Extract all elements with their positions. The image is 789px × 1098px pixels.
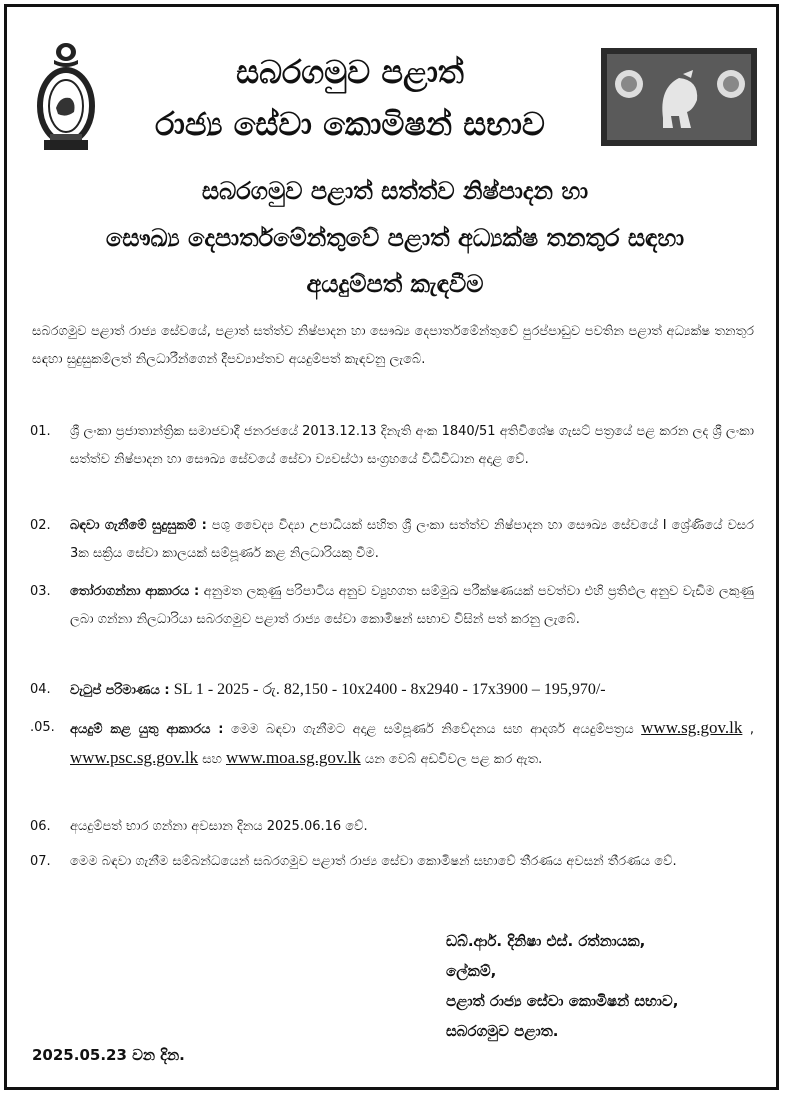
item-text: මෙම බඳවා ගැනීමට අදාළ සම්පූර්ණ නිවේදනය සහ ආදර්ශ අයදුම්පත්‍රය: [230, 722, 634, 737]
item-label: තෝරාගන්නා ආකාරය :: [70, 584, 200, 599]
item-text: ශ්‍රී ලංකා ප්‍රජාතාන්ත්‍රික සමාජවාදී ජනරජයේ 2013.12.13 දිනැති අංක 1840/51 අතිවිශේෂ ගැසට් පත්‍රයේ පළ කරන ලද ශ්‍රී ලංකා සත්ත්ව නිෂ්පාදන හා සෞඛ්‍ය සේවයේ සේවා ව්‍යවස්ථා සංග්‍රහයේ විධිවිධාන අදාළ වේ.: [70, 424, 754, 467]
link-separator: ,: [749, 722, 754, 737]
item-label: අයදුම් කළ යුතු ආකාරය :: [70, 722, 224, 737]
item-label: වැටුප් පරිමාණය :: [70, 683, 170, 698]
org-title-line2: රාජ්‍ය සේවා කොමිෂන් සභාව: [155, 105, 545, 143]
intro-paragraph: සබරගමුව පළාත් රාජ්‍ය සේවයේ, පළාත් සත්ත්ව නිෂ්පාදන හා සෞඛ්‍ය දෙපාර්තමේන්තුවේ පුරප්පාඩුව පවතින පළාත් අධ්‍යක්ෂ තනතුර සඳහා සුදුසුකම්ලත් නිලධාරීන්ගෙන් දීපව්‍යාප්තව අයදුම්පත් කැඳවනු ලැබේ.: [32, 324, 754, 367]
item-number: 04.: [30, 682, 51, 697]
salary-scale: SL 1 - 2025 - රු. 82,150 - 10x2400 - 8x2940 - 17x3900 – 195,970/-: [173, 681, 606, 698]
signature-province: සබරගමුව පළාත.: [446, 1022, 559, 1040]
national-emblem-icon: [36, 36, 96, 156]
item-label: බඳවා ගැනීමේ සුදුසුකම් :: [70, 518, 207, 533]
item-text: යන වෙබ් අඩවිවල පළ කර ඇත.: [364, 752, 543, 767]
signature-org: පළාත් රාජ්‍ය සේවා කොමිෂන් සභාව,: [446, 992, 679, 1010]
issue-date: 2025.05.23 වන දින.: [32, 1046, 185, 1064]
item-text: අයදුම්පත් භාර ගන්නා අවසාන දිනය 2025.06.16 වේ.: [70, 819, 368, 834]
item-text: මෙම බඳවා ගැනීම සම්බන්ධයෙන් සබරගමුව පළාත් රාජ්‍ය සේවා කොමිෂන් සභාවේ තීරණය අවසන් තීරණය වේ.: [70, 854, 677, 869]
item-number: 02.: [30, 518, 51, 533]
item-number: 03.: [30, 584, 51, 599]
link-separator: සහ: [202, 752, 222, 767]
item-number: 06.: [30, 819, 51, 834]
item-number: 07.: [30, 854, 51, 869]
headline-line2: සෞඛ්‍ය දෙපාර්තමේන්තුවේ පළාත් අධ්‍යක්ෂ තනතුර සඳහා: [105, 224, 685, 252]
headline-line1: සබරගමුව පළාත් සත්ත්ව නිෂ්පාදන හා: [201, 177, 589, 205]
headline-line3: අයදුම්පත් කැඳවීම: [306, 270, 484, 298]
provincial-flag-icon: [601, 48, 757, 146]
link-psc[interactable]: www.psc.sg.gov.lk: [70, 748, 199, 767]
signature-name: ඩබ්.ආර්. දිනිෂා එස්. රත්නායක,: [446, 932, 646, 950]
org-title-line1: සබරගමුව පළාත්: [236, 53, 464, 91]
item-text: පශු වෛද්‍ය විද්‍යා උපාධියක් සහිත ශ්‍රී ලංකා සත්ත්ව නිෂ්පාදන හා සෞඛ්‍ය සේවයේ I ශ්‍රේණියේ වසර 3ක සක්‍රිය සේවා කාලයක් සම්පූර්ණ කළ නිලධාරියකු වීම.: [70, 518, 754, 561]
signature-title: ලේකම්,: [446, 962, 497, 980]
item-number: 01.: [30, 424, 51, 439]
item-text: අනුමත ලකුණු පරිපාටිය අනුව ව්‍යුහගත සම්මුඛ පරීක්ෂණයක් පවත්වා එහි ප්‍රතිඵල අනුව වැඩිම ලකුණු ලබා ගන්නා නිලධාරියා සබරගමුව පළාත් රාජ්‍ය සේවා කොමිෂන් සභාව විසින් පත් කරනු ලැබේ.: [70, 584, 754, 627]
item-number: .05.: [30, 720, 55, 735]
link-moa[interactable]: www.moa.sg.gov.lk: [225, 748, 361, 767]
link-sg[interactable]: www.sg.gov.lk: [641, 718, 743, 737]
